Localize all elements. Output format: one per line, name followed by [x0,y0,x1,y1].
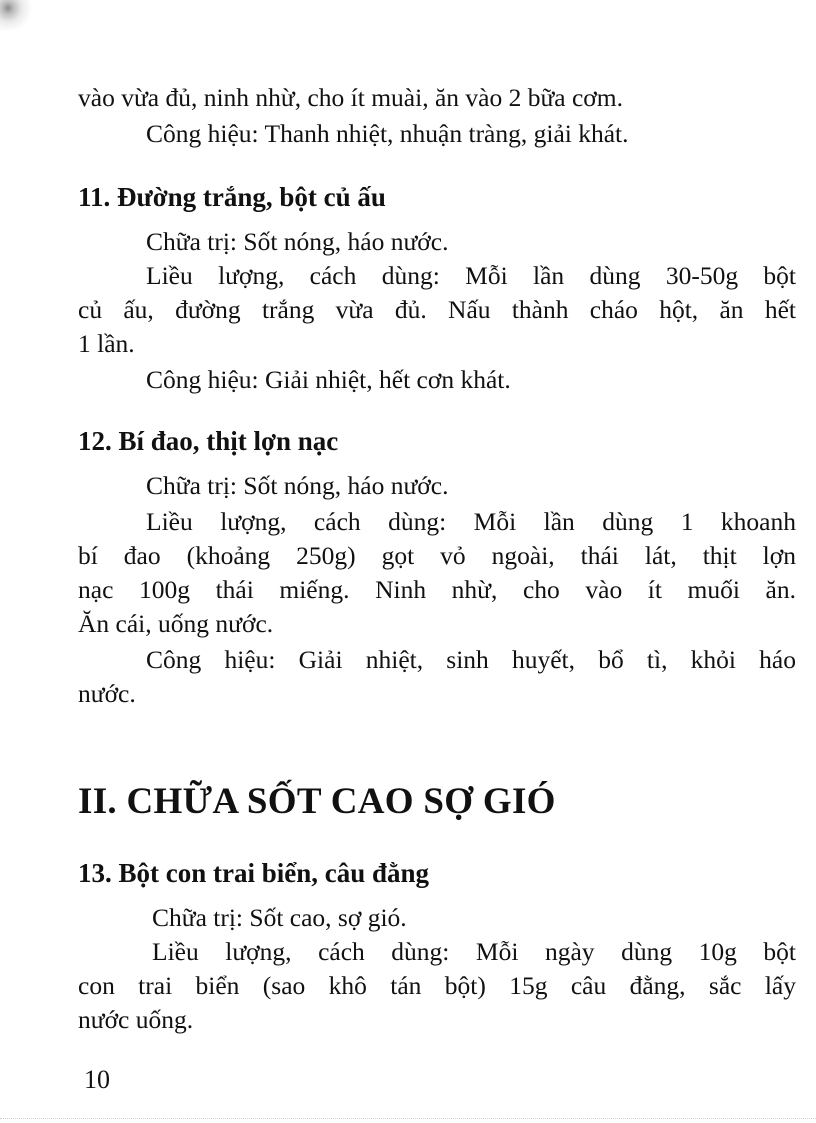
recipe-11-title: 11. Đường trắng, bột củ ấu [78,182,386,212]
scan-smudge [0,0,34,30]
recipe-12-dosage-line: Ăn cái, uống nước. [78,609,274,638]
recipe-13-dosage-line: nước uống. [78,1005,194,1034]
recipe-11-treats: Chữa trị: Sốt nóng, háo nước. [146,227,449,256]
recipe-13-treats: Chữa trị: Sốt cao, sợ gió. [152,903,407,932]
recipe-12-title: 12. Bí đao, thịt lợn nạc [78,426,339,456]
recipe-11-dosage-line: củ ấu, đường trắng vừa đủ. Nấu thành cháo hột, ăn hết [78,295,796,324]
page-number: 10 [84,1065,110,1094]
recipe-11-effect: Công hiệu: Giải nhiệt, hết cơn khát. [146,365,511,394]
recipe-13-dosage-line: Liều lượng, cách dùng: Mỗi ngày dùng 10g bột [152,937,796,966]
recipe-13-title: 13. Bột con trai biển, câu đằng [78,858,430,888]
recipe-12-dosage-line: Liều lượng, cách dùng: Mỗi lần dùng 1 khoanh [146,507,796,536]
recipe-12-dosage-line: nạc 100g thái miếng. Ninh nhừ, cho vào ít muối ăn. [78,575,796,604]
continuation-effect: Công hiệu: Thanh nhiệt, nhuận tràng, giải khát. [146,119,629,148]
recipe-12-effect-line: nước. [78,679,136,708]
recipe-11-dosage-line: 1 lần. [78,329,135,358]
recipe-12-dosage-line: bí đao (khoảng 250g) gọt vỏ ngoài, thái lát, thịt lợn [78,541,796,570]
recipe-12-treats: Chữa trị: Sốt nóng, háo nước. [146,471,449,500]
recipe-11-dosage-line: Liều lượng, cách dùng: Mỗi lần dùng 30-50g bột [146,261,796,290]
recipe-13-dosage-line: con trai biển (sao khô tán bột) 15g câu đằng, sắc lấy [78,971,796,1000]
section-title: II. CHỮA SỐT CAO SỢ GIÓ [78,781,556,822]
continuation-line: vào vừa đủ, ninh nhừ, cho ít muài, ăn vào 2 bữa cơm. [78,83,624,112]
page-bottom-edge [0,1118,816,1119]
recipe-12-effect-line: Công hiệu: Giải nhiệt, sinh huyết, bổ tì, khỏi háo [146,645,796,674]
